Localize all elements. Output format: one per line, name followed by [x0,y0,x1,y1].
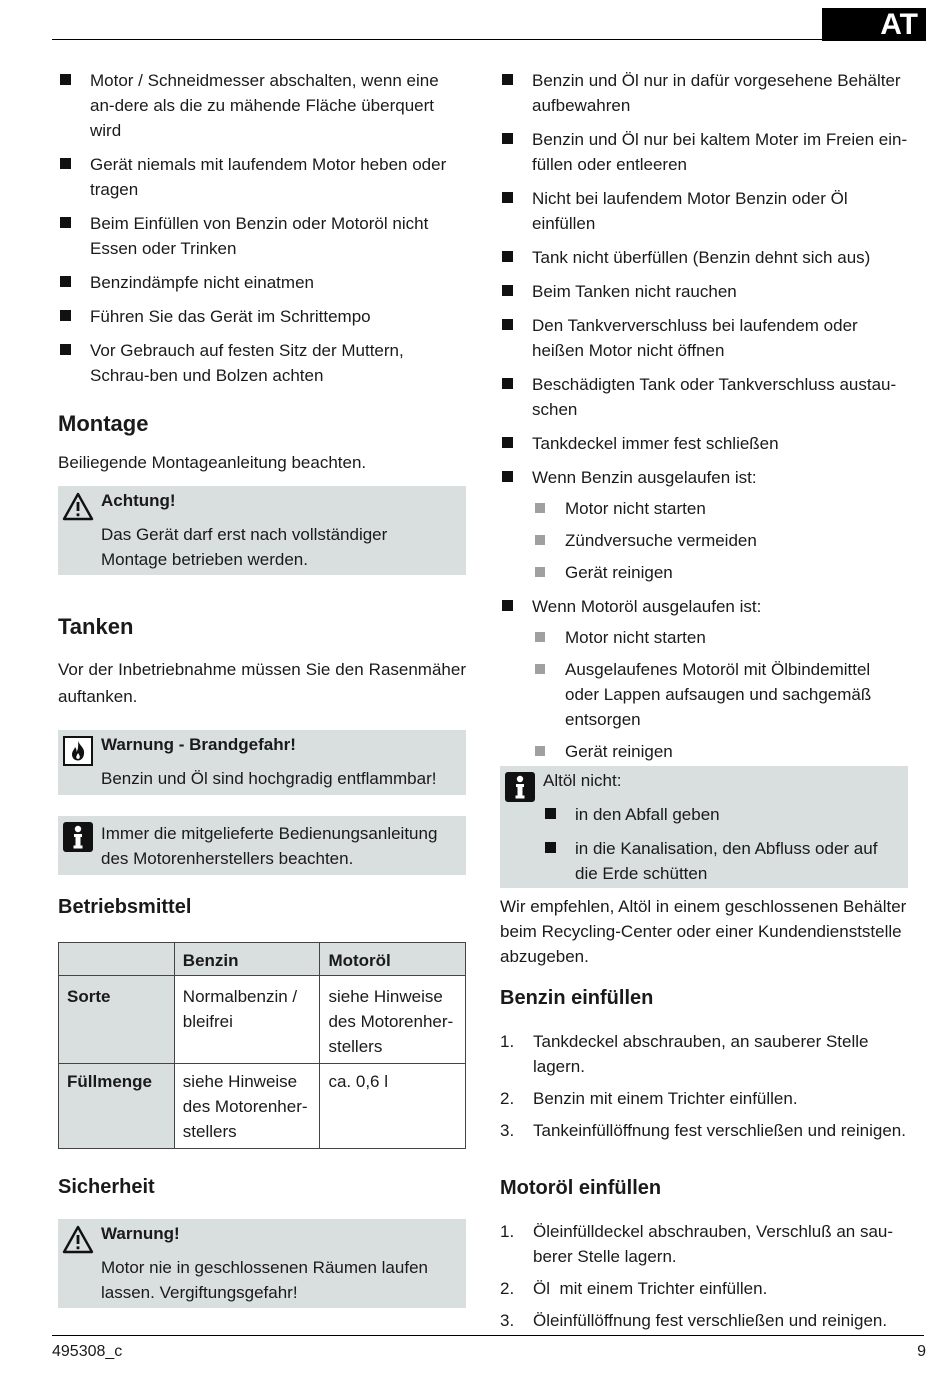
table-row [59,976,466,1064]
list-item-spill-benzin [500,465,908,585]
table-cell: ca. 0,6 l [320,1064,466,1149]
step-item: 2. Öl mit einem Trichter einfüllen. [500,1279,768,1298]
list-item: in den Abfall geben [543,802,900,827]
list-item: Benzindämpfe nicht einatmen [58,270,466,295]
motoroel-einfuellen-heading: Motoröl einfüllen [500,1177,662,1199]
warning-text: Motor nie in geschlossenen Räumen laufen lassen. Vergiftungsgefahr! [101,1258,428,1302]
list-item: Nicht bei laufendem Motor Benzin oder Öl einfüllen [500,186,908,236]
step-text: Öl mit einem Trichter einfüllen. [533,1279,768,1298]
montage-warning-box [58,486,466,575]
footer-rule [52,1335,924,1336]
step-text: Öleinfülldeckel abschrauben, Verschluß an sau-berer Stelle lagern. [533,1222,894,1266]
list-item: Den Tankververschluss bei laufendem oder heißen Motor nicht öffnen [500,313,908,363]
warning-title: Achtung! [101,491,176,510]
tanken-text: Vor der Inbetriebnahme müssen Sie den Rasenmäher auftanken. [58,660,466,706]
spill-benzin-label: Wenn Benzin ausgelaufen ist: [532,468,757,487]
warning-icon [62,1224,94,1256]
list-item: Tankdeckel immer fest schließen [500,431,908,456]
list-item: Tank nicht überfüllen (Benzin dehnt sich aus) [500,245,908,270]
info-icon [62,821,94,853]
betriebsmittel-heading: Betriebsmittel [58,896,192,918]
step-item: 1. Tankdeckel abschrauben, an sauberer Stelle lagern. [500,1032,869,1076]
warning-text: Das Gerät darf erst nach vollständiger Montage betrieben werden. [101,525,388,569]
doc-code: 495308_c [52,1343,123,1360]
fire-warning-text: Benzin und Öl sind hochgradig entflammbar! [101,769,437,788]
info-text: Immer die mitgelieferte Bedienungsanleitung des Motorenherstellers beachten. [101,824,438,868]
warning-icon [62,491,94,523]
list-item: Führen Sie das Gerät im Schrittempo [58,304,466,329]
step-item: 3. Tankeinfüllöffnung fest verschließen und reinigen. [500,1121,906,1140]
sub-list-item: Motor nicht starten [532,496,908,521]
table-row-label: Sorte [59,976,175,1064]
table-cell: siehe Hinweise des Motorenher-stellers [174,1064,320,1149]
fire-warning-title: Warnung - Brandgefahr! [101,735,296,754]
montage-text: Beiliegende Montageanleitung beachten. [58,453,367,472]
list-item: in die Kanalisation, den Abfluss oder auf die Erde schütten [543,836,900,886]
benzin-einfuellen-heading: Benzin einfüllen [500,987,654,1009]
sub-list-item: Gerät reinigen [532,560,908,585]
warning-title: Warnung! [101,1224,180,1243]
spill-oel-sublist [532,625,908,764]
info-box-manufacturer [58,816,466,875]
step-text: Öleinfüllöffnung fest verschließen und reinigen. [533,1311,888,1330]
step-item: 3. Öleinfüllöffnung fest verschließen und reinigen. [500,1311,888,1330]
list-item: Motor / Schneidmesser abschalten, wenn eine an-dere als die zu mähende Fläche überquert wird [58,68,466,143]
info-icon [504,771,536,803]
step-text: Tankdeckel abschrauben, an sauberer Stelle lagern. [533,1032,869,1076]
sicherheit-heading: Sicherheit [58,1176,155,1198]
list-item: Beim Einfüllen von Benzin oder Motoröl nicht Essen oder Trinken [58,211,466,261]
table-cell: siehe Hinweise des Motorenher-stellers [320,976,466,1064]
step-item: 2. Benzin mit einem Trichter einfüllen. [500,1089,798,1108]
sub-list-item: Zündversuche vermeiden [532,528,908,553]
table-header-row [59,943,466,976]
fire-warning-box [58,730,466,795]
step-text: Benzin mit einem Trichter einfüllen. [533,1089,798,1108]
language-tab: AT [822,8,926,41]
list-item: Vor Gebrauch auf festen Sitz der Muttern, Schrau-ben und Bolzen achten [58,338,466,388]
recommend-text: Wir empfehlen, Altöl in einem geschlossenen Behälter beim Recycling-Center oder einer Kundendienststelle abzugeben. [500,897,907,966]
list-item: Beim Tanken nicht rauchen [500,279,908,304]
list-item: Benzin und Öl nur in dafür vorgesehene Behälter aufbewahren [500,68,908,118]
sicherheit-warning-box [58,1219,466,1308]
step-text: Tankeinfüllöffnung fest verschließen und reinigen. [533,1121,906,1140]
list-item: Gerät niemals mit laufendem Motor heben oder tragen [58,152,466,202]
table-header-cell [59,943,175,976]
list-item: Beschädigten Tank oder Tankverschluss austau-schen [500,372,908,422]
spill-oel-label: Wenn Motoröl ausgelaufen ist: [532,597,762,616]
tanken-heading: Tanken [58,614,134,639]
page-number: 9 [917,1343,926,1360]
safety-list-left [58,68,466,388]
fire-icon [62,735,94,767]
list-item-spill-oel [500,594,908,764]
safety-list-right [500,68,908,764]
betriebsmittel-table [58,942,466,1149]
benzin-steps [500,1029,908,1143]
montage-heading: Montage [58,411,149,436]
table-row-label: Füllmenge [59,1064,175,1149]
altoel-info-box [500,766,908,888]
right-column [500,68,908,1340]
motoroel-steps [500,1219,908,1333]
list-item: Benzin und Öl nur bei kaltem Moter im Freien ein-füllen oder entleeren [500,127,908,177]
table-row [59,1064,466,1149]
altoel-list [543,802,900,886]
sub-list-item: Motor nicht starten [532,625,908,650]
altoel-title: Altöl nicht: [543,771,622,790]
sub-list-item: Gerät reinigen [532,739,908,764]
table-cell: Normalbenzin / bleifrei [174,976,320,1064]
step-item: 1. Öleinfülldeckel abschrauben, Verschluß an sau-berer Stelle lagern. [500,1222,894,1266]
table-header-cell: Motoröl [320,943,466,976]
sub-list-item: Ausgelaufenes Motoröl mit Ölbindemittel oder Lappen aufsaugen und sachgemäß entsorgen [532,657,908,732]
header-rule [52,39,924,40]
spill-benzin-sublist [532,496,908,585]
table-header-cell: Benzin [174,943,320,976]
left-column [58,68,466,1308]
